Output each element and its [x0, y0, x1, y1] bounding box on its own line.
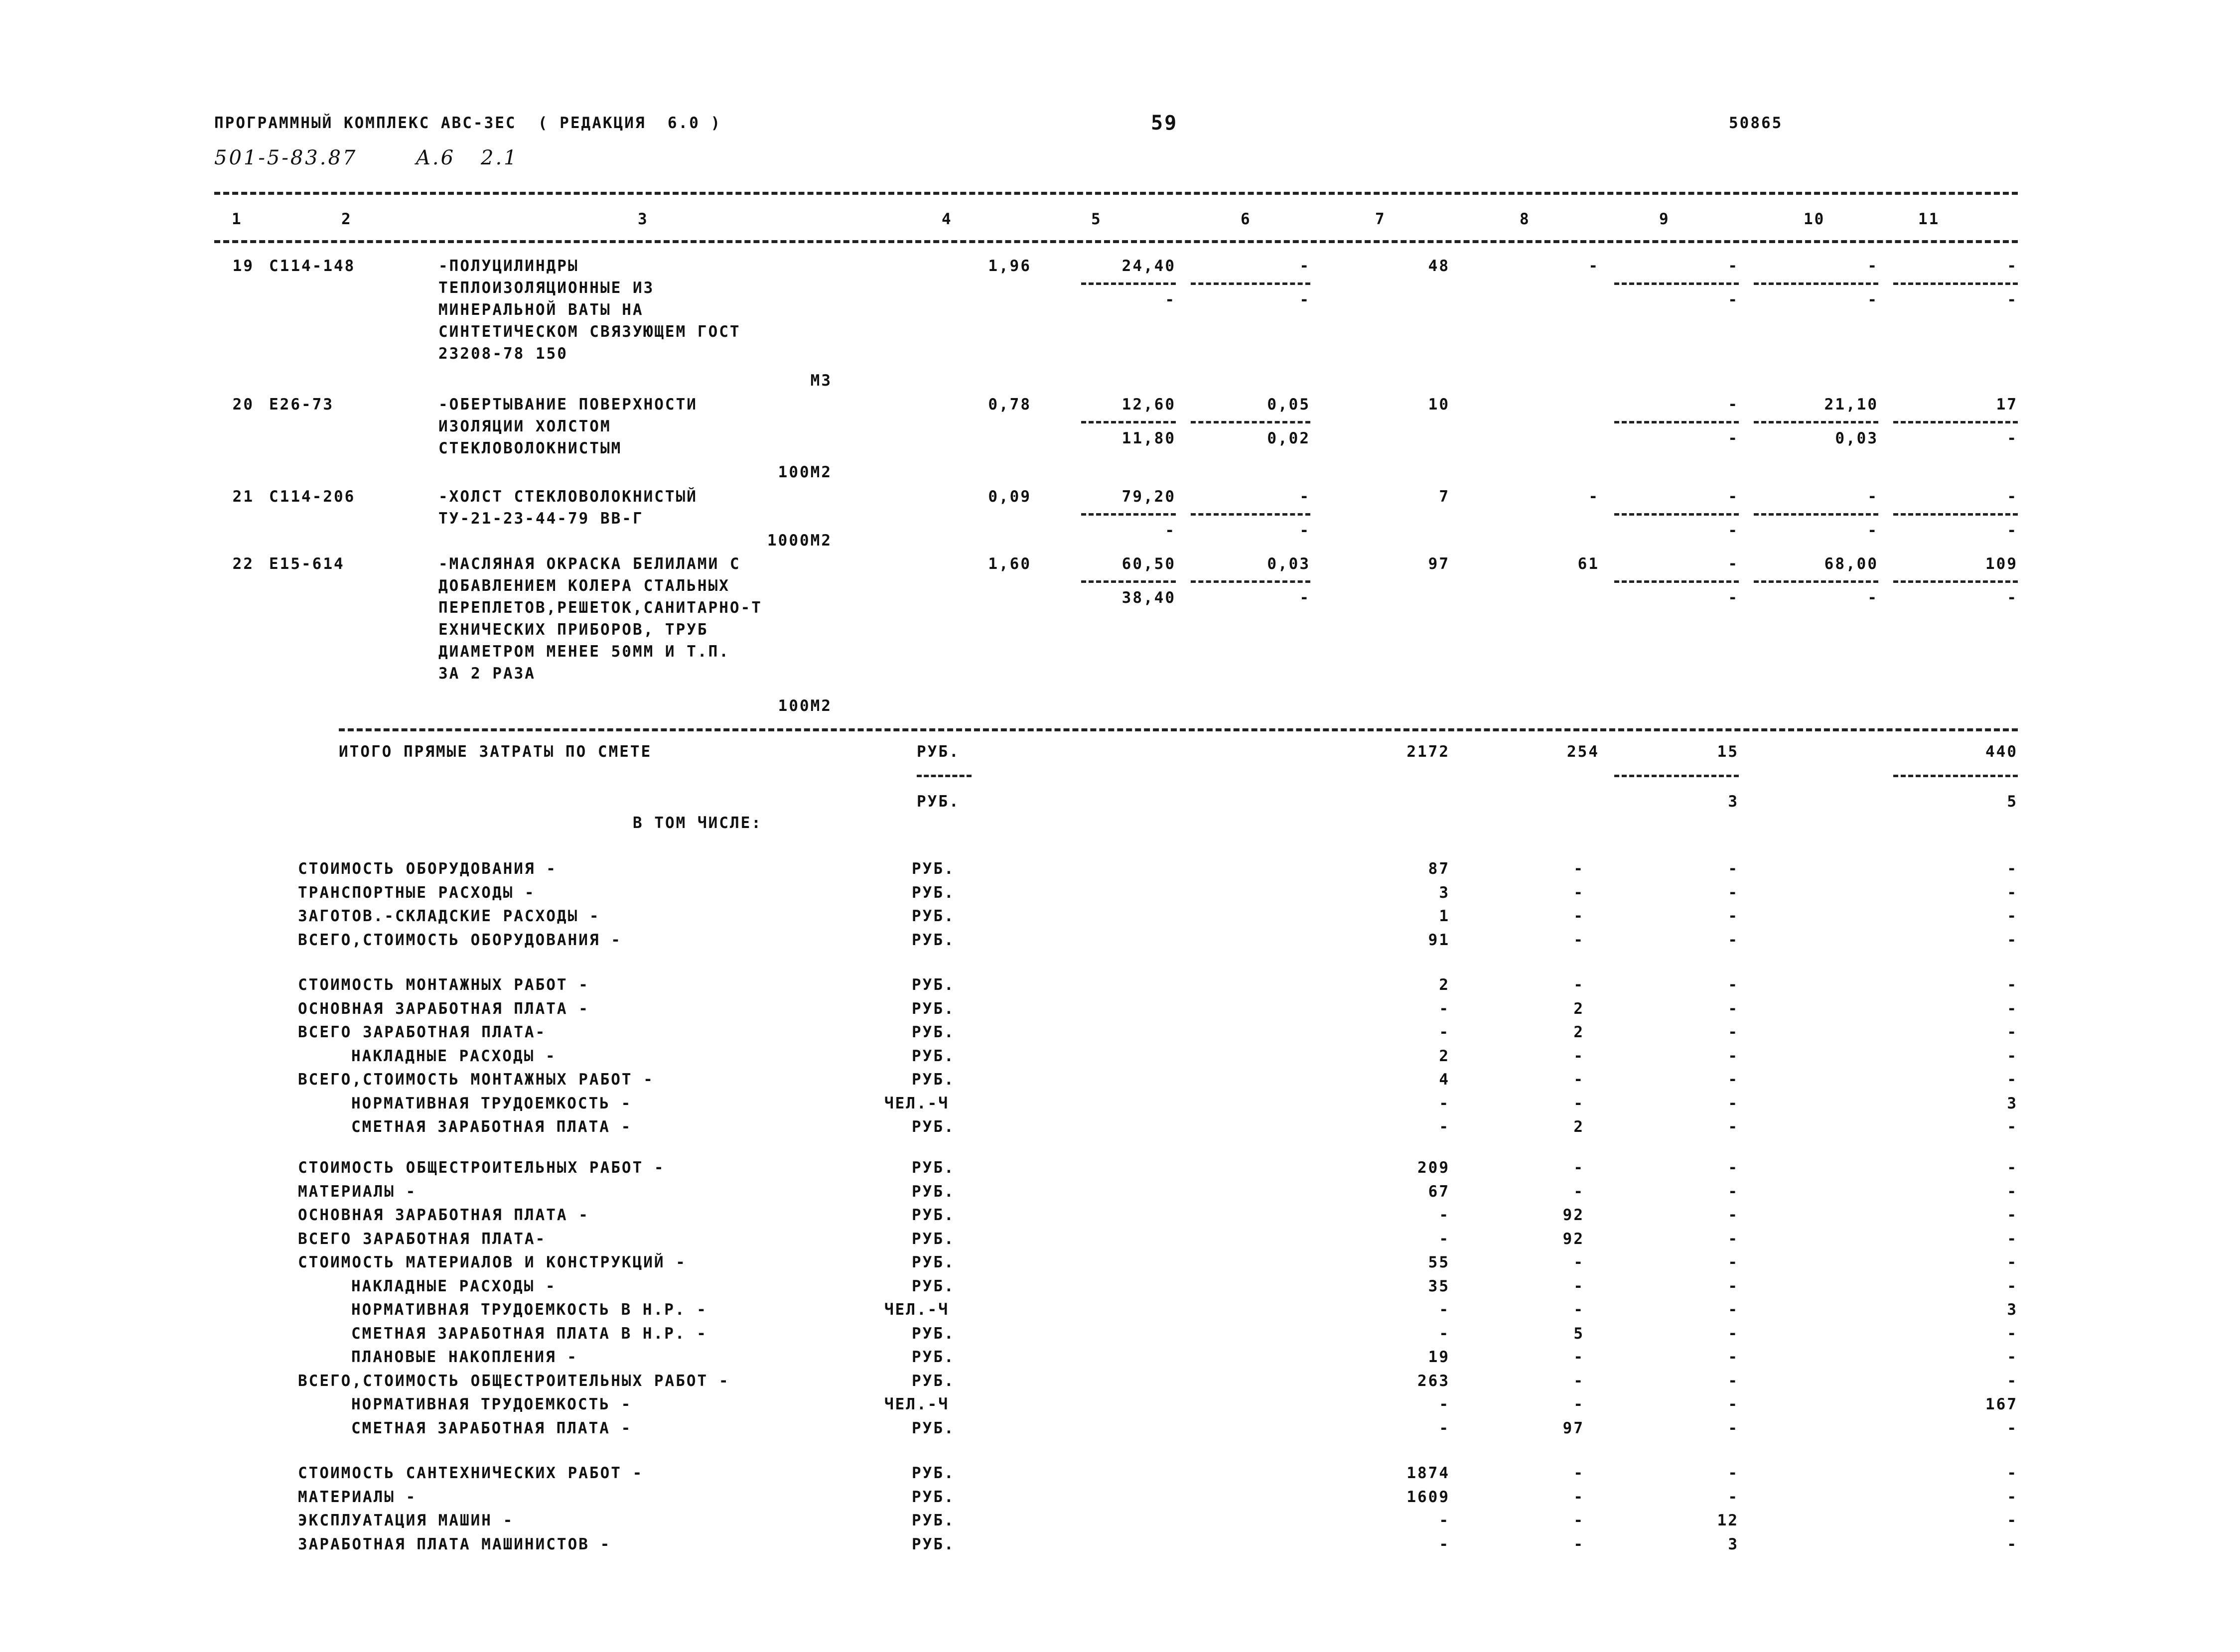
- item-unit-cost: 24,40: [1121, 257, 1176, 275]
- breakdown-unit: РУБ.: [912, 1348, 955, 1366]
- breakdown-label: ЗАРАБОТНАЯ ПЛАТА МАШИНИСТОВ -: [298, 1535, 611, 1553]
- item-col11-rule: [1893, 421, 2018, 423]
- breakdown-col11: -: [2007, 999, 2018, 1018]
- column-header-rule: [214, 240, 2018, 243]
- totals-col9-rule: [1614, 775, 1739, 777]
- breakdown-col11: -: [2007, 860, 2018, 878]
- breakdown-unit: РУБ.: [912, 1464, 955, 1482]
- breakdown-label: МАТЕРИАЛЫ -: [298, 1488, 417, 1506]
- item-col9: -: [1728, 488, 1739, 506]
- breakdown-col8: -: [1573, 1512, 1584, 1529]
- column-number: 10: [1804, 210, 1825, 228]
- breakdown-col8: 2: [1573, 1118, 1584, 1136]
- breakdown-label: ВСЕГО,СТОИМОСТЬ МОНТАЖНЫХ РАБОТ -: [298, 1071, 654, 1089]
- item-col9-rule: [1614, 513, 1739, 516]
- breakdown-label: ВСЕГО ЗАРАБОТНАЯ ПЛАТА-: [298, 1023, 547, 1041]
- breakdown-label: НАКЛАДНЫЕ РАСХОДЫ -: [351, 1277, 557, 1295]
- item-quantity: 1,96: [988, 257, 1031, 275]
- breakdown-col7: 55: [1428, 1253, 1450, 1271]
- item-col6: -: [1299, 257, 1310, 275]
- breakdown-unit: РУБ.: [912, 907, 955, 925]
- column-number: 2: [341, 210, 352, 228]
- breakdown-unit: РУБ.: [912, 1047, 955, 1065]
- breakdown-col8: 5: [1573, 1324, 1584, 1343]
- item-col10-second: -: [1867, 589, 1878, 607]
- breakdown-col11: -: [2007, 1159, 2018, 1177]
- breakdown-label: СТОИМОСТЬ МОНТАЖНЫХ РАБОТ -: [298, 976, 589, 994]
- totals-unit: РУБ.: [917, 743, 960, 761]
- item-col8: -: [1588, 257, 1599, 275]
- totals-col8: 254: [1567, 743, 1599, 761]
- breakdown-col9: -: [1728, 1277, 1739, 1295]
- item-col9-rule: [1614, 282, 1739, 285]
- breakdown-col9: -: [1728, 907, 1739, 925]
- breakdown-col7: 67: [1428, 1182, 1450, 1201]
- breakdown-unit: РУБ.: [912, 1253, 955, 1271]
- item-col5-second: 38,40: [1121, 589, 1176, 607]
- item-col10: 21,10: [1824, 396, 1878, 413]
- breakdown-col11: -: [2007, 1071, 2018, 1089]
- item-col11-rule: [1893, 513, 2018, 516]
- item-quantity: 1,60: [988, 555, 1031, 573]
- item-col7: 48: [1428, 257, 1450, 275]
- breakdown-col8: -: [1573, 1372, 1584, 1390]
- item-col8: -: [1588, 488, 1599, 506]
- breakdown-col7: 19: [1428, 1348, 1450, 1366]
- breakdown-col9: -: [1728, 1464, 1739, 1482]
- item-col9: -: [1728, 396, 1739, 413]
- breakdown-col7: 2: [1439, 976, 1450, 994]
- breakdown-unit: РУБ.: [912, 1206, 955, 1224]
- handwritten-album: A.6: [416, 146, 456, 169]
- item-unit-cost: 79,20: [1121, 488, 1176, 506]
- breakdown-col9: -: [1728, 860, 1739, 878]
- breakdown-label: СТОИМОСТЬ ОБЩЕСТРОИТЕЛЬНЫХ РАБОТ -: [298, 1159, 665, 1177]
- item-col10-rule: [1754, 513, 1878, 516]
- item-col6-rule: [1191, 282, 1310, 285]
- breakdown-col11: -: [2007, 1372, 2018, 1390]
- breakdown-unit: РУБ.: [912, 1512, 955, 1529]
- item-col10-second: 0,03: [1835, 429, 1878, 447]
- breakdown-col8: -: [1573, 1301, 1584, 1319]
- totals-col7: 2172: [1406, 743, 1450, 761]
- breakdown-col9: -: [1728, 1253, 1739, 1271]
- breakdown-col8: -: [1573, 1253, 1584, 1271]
- item-col11-second: -: [2007, 589, 2018, 607]
- totals-col11-rule: [1893, 775, 2018, 777]
- item-col11-second: -: [2007, 291, 2018, 309]
- item-description-line: ТЕПЛОИЗОЛЯЦИОННЫЕ ИЗ: [438, 279, 655, 297]
- item-unit: 1000М2: [767, 532, 832, 550]
- column-number: 3: [638, 210, 649, 228]
- breakdown-col7: 1609: [1406, 1488, 1450, 1506]
- item-col10: -: [1867, 257, 1878, 275]
- breakdown-col11: -: [2007, 976, 2018, 994]
- item-col10-second: -: [1867, 522, 1878, 540]
- item-unit-cost: 12,60: [1121, 396, 1176, 413]
- breakdown-unit: РУБ.: [912, 860, 955, 878]
- breakdown-col8: -: [1573, 860, 1584, 878]
- breakdown-col9: -: [1728, 1372, 1739, 1390]
- item-unit-cost: 60,50: [1121, 555, 1176, 573]
- item-col11: 17: [1996, 396, 2018, 413]
- item-col6: -: [1299, 488, 1310, 506]
- item-col7: 97: [1428, 555, 1450, 573]
- breakdown-unit: РУБ.: [912, 883, 955, 902]
- item-col11: -: [2007, 488, 2018, 506]
- breakdown-label: ОСНОВНАЯ ЗАРАБОТНАЯ ПЛАТА -: [298, 1206, 589, 1224]
- breakdown-col11: -: [2007, 1419, 2018, 1437]
- breakdown-col8: 92: [1562, 1230, 1584, 1248]
- table-top-rule: [214, 192, 2018, 195]
- breakdown-label: ПЛАНОВЫЕ НАКОПЛЕНИЯ -: [351, 1348, 578, 1366]
- breakdown-col11: -: [2007, 1512, 2018, 1529]
- item-quantity: 0,78: [988, 396, 1031, 413]
- breakdown-unit: РУБ.: [912, 1023, 955, 1041]
- breakdown-col11: 3: [2007, 1301, 2018, 1319]
- breakdown-col9: 12: [1717, 1512, 1739, 1529]
- breakdown-col9: -: [1728, 1206, 1739, 1224]
- breakdown-col7: -: [1439, 1118, 1450, 1136]
- breakdown-unit: РУБ.: [912, 1324, 955, 1343]
- item-description-line: СТЕКЛОВОЛОКНИСТЫМ: [438, 439, 622, 457]
- item-col11-rule: [1893, 282, 2018, 285]
- breakdown-col8: -: [1573, 976, 1584, 994]
- breakdown-label: НОРМАТИВНАЯ ТРУДОЕМКОСТЬ В Н.Р. -: [351, 1301, 707, 1319]
- breakdown-col11: -: [2007, 1277, 2018, 1295]
- breakdown-col8: -: [1573, 1395, 1584, 1413]
- breakdown-label: СМЕТНАЯ ЗАРАБОТНАЯ ПЛАТА -: [351, 1118, 632, 1136]
- breakdown-unit: РУБ.: [912, 1159, 955, 1177]
- item-col6: 0,03: [1267, 555, 1310, 573]
- item-description-line: МИНЕРАЛЬНОЙ ВАТЫ НА: [438, 301, 644, 319]
- item-col5-rule: [1081, 421, 1176, 423]
- item-col5-second: 11,80: [1121, 429, 1176, 447]
- breakdown-col7: 91: [1428, 931, 1450, 949]
- breakdown-label: ТРАНСПОРТНЫЕ РАСХОДЫ -: [298, 883, 536, 902]
- column-number: 11: [1918, 210, 1940, 228]
- item-unit: М3: [810, 372, 832, 390]
- item-col5-rule: [1081, 282, 1176, 285]
- totals-unit-second: РУБ.: [917, 793, 960, 811]
- item-col9-second: -: [1728, 291, 1739, 309]
- breakdown-col9: -: [1728, 931, 1739, 949]
- breakdown-col11: -: [2007, 1206, 2018, 1224]
- item-col6-second: -: [1299, 589, 1310, 607]
- breakdown-label: ВСЕГО,СТОИМОСТЬ ОБЩЕСТРОИТЕЛЬНЫХ РАБОТ -: [298, 1372, 730, 1390]
- breakdown-label: ЭКСПЛУАТАЦИЯ МАШИН -: [298, 1512, 514, 1529]
- item-number: 20: [232, 396, 254, 413]
- item-code: C114-148: [269, 257, 356, 275]
- totals-col11: 440: [1985, 743, 2018, 761]
- breakdown-unit: ЧЕЛ.-Ч: [884, 1301, 949, 1319]
- breakdown-col9: -: [1728, 1419, 1739, 1437]
- breakdown-unit: РУБ.: [912, 1182, 955, 1201]
- breakdown-col7: 1: [1439, 907, 1450, 925]
- breakdown-col7: 1874: [1406, 1464, 1450, 1482]
- item-col6-second: -: [1299, 522, 1310, 540]
- breakdown-col8: -: [1573, 1348, 1584, 1366]
- breakdown-col9: -: [1728, 1301, 1739, 1319]
- breakdown-unit: РУБ.: [912, 1277, 955, 1295]
- breakdown-unit: РУБ.: [912, 999, 955, 1018]
- item-description-line: -ХОЛСТ СТЕКЛОВОЛОКНИСТЫЙ: [438, 488, 698, 506]
- breakdown-col9: -: [1728, 1230, 1739, 1248]
- breakdown-col9: -: [1728, 1023, 1739, 1041]
- breakdown-col11: -: [2007, 1023, 2018, 1041]
- item-description-line: СИНТЕТИЧЕСКОМ СВЯЗУЮЩЕМ ГОСТ: [438, 323, 741, 341]
- breakdown-col11: 167: [1985, 1395, 2018, 1413]
- item-unit: 100М2: [778, 463, 832, 481]
- breakdown-label: СТОИМОСТЬ САНТЕХНИЧЕСКИХ РАБОТ -: [298, 1464, 644, 1482]
- breakdown-col8: -: [1573, 907, 1584, 925]
- breakdown-col11: -: [2007, 1047, 2018, 1065]
- breakdown-unit: ЧЕЛ.-Ч: [884, 1395, 949, 1413]
- breakdown-label: СМЕТНАЯ ЗАРАБОТНАЯ ПЛАТА -: [351, 1419, 632, 1437]
- page-number: 59: [1151, 112, 1178, 135]
- breakdown-col7: 4: [1439, 1071, 1450, 1089]
- breakdown-col11: -: [2007, 931, 2018, 949]
- item-description-line: ТУ-21-23-44-79 ВВ-Г: [438, 510, 644, 528]
- item-col11: -: [2007, 257, 2018, 275]
- breakdown-col11: 3: [2007, 1094, 2018, 1112]
- handwritten-part: 2.1: [481, 146, 519, 169]
- item-col10: 68,00: [1824, 555, 1878, 573]
- item-col11: 109: [1985, 555, 2018, 573]
- program-title: ПРОГРАММНЫЙ КОМПЛЕКС АВС-ЗЕС ( РЕДАКЦИЯ 6.0 ): [214, 114, 722, 132]
- item-col6-rule: [1191, 421, 1310, 423]
- item-col6-rule: [1191, 580, 1310, 583]
- column-number: 8: [1520, 210, 1531, 228]
- item-col11-second: -: [2007, 522, 2018, 540]
- handwritten-project-ref: 501-5-83.87: [214, 146, 358, 169]
- breakdown-label: СМЕТНАЯ ЗАРАБОТНАЯ ПЛАТА В Н.Р. -: [351, 1324, 707, 1343]
- item-col9-rule: [1614, 421, 1739, 423]
- breakdown-label: ЗАГОТОВ.-СКЛАДСКИЕ РАСХОДЫ -: [298, 907, 600, 925]
- breakdown-unit: РУБ.: [912, 1372, 955, 1390]
- breakdown-col7: 263: [1417, 1372, 1450, 1390]
- item-col9: -: [1728, 257, 1739, 275]
- breakdown-label: МАТЕРИАЛЫ -: [298, 1182, 417, 1201]
- item-code: C114-206: [269, 488, 356, 506]
- breakdown-unit: ЧЕЛ.-Ч: [884, 1094, 949, 1112]
- column-number: 6: [1241, 210, 1252, 228]
- item-col9-second: -: [1728, 589, 1739, 607]
- breakdown-col9: -: [1728, 1071, 1739, 1089]
- totals-col9: 15: [1717, 743, 1739, 761]
- item-description-line: ИЗОЛЯЦИИ ХОЛСТОМ: [438, 417, 611, 435]
- breakdown-col8: -: [1573, 1277, 1584, 1295]
- breakdown-col9: -: [1728, 1094, 1739, 1112]
- breakdown-col8: -: [1573, 1071, 1584, 1089]
- item-col9-rule: [1614, 580, 1739, 583]
- item-description-line: 23208-78 150: [438, 345, 568, 363]
- item-col5-second: -: [1165, 522, 1176, 540]
- item-description-line: ЕХНИЧЕСКИХ ПРИБОРОВ, ТРУБ: [438, 621, 708, 639]
- item-col6-rule: [1191, 513, 1310, 516]
- item-number: 19: [232, 257, 254, 275]
- breakdown-col7: -: [1439, 1395, 1450, 1413]
- item-col10: -: [1867, 488, 1878, 506]
- breakdown-col8: 92: [1562, 1206, 1584, 1224]
- totals-col11-second: 5: [2007, 793, 2018, 811]
- item-unit: 100М2: [778, 697, 832, 715]
- including-label: В ТОМ ЧИСЛЕ:: [633, 814, 762, 832]
- breakdown-col9: 3: [1728, 1535, 1739, 1553]
- breakdown-col11: -: [2007, 907, 2018, 925]
- breakdown-label: СТОИМОСТЬ МАТЕРИАЛОВ И КОНСТРУКЦИЙ -: [298, 1253, 687, 1271]
- breakdown-label: ОСНОВНАЯ ЗАРАБОТНАЯ ПЛАТА -: [298, 999, 589, 1018]
- column-number: 5: [1091, 210, 1102, 228]
- breakdown-col7: -: [1439, 1324, 1450, 1343]
- breakdown-col8: 2: [1573, 1023, 1584, 1041]
- item-code: E15-614: [269, 555, 345, 573]
- column-number: 7: [1375, 210, 1386, 228]
- item-col6-second: 0,02: [1267, 429, 1310, 447]
- item-col8: 61: [1577, 555, 1599, 573]
- breakdown-col8: -: [1573, 1159, 1584, 1177]
- breakdown-col9: -: [1728, 883, 1739, 902]
- item-col5-rule: [1081, 513, 1176, 516]
- item-description-line: ДИАМЕТРОМ МЕНЕЕ 50ММ И Т.П.: [438, 643, 730, 661]
- item-number: 22: [232, 555, 254, 573]
- breakdown-col11: -: [2007, 1464, 2018, 1482]
- breakdown-col11: -: [2007, 1118, 2018, 1136]
- breakdown-col11: -: [2007, 1535, 2018, 1553]
- item-col6-second: -: [1299, 291, 1310, 309]
- item-col5-second: -: [1165, 291, 1176, 309]
- breakdown-label: ВСЕГО,СТОИМОСТЬ ОБОРУДОВАНИЯ -: [298, 931, 622, 949]
- item-col9: -: [1728, 555, 1739, 573]
- breakdown-col9: -: [1728, 999, 1739, 1018]
- breakdown-col7: -: [1439, 999, 1450, 1018]
- breakdown-col7: -: [1439, 1230, 1450, 1248]
- breakdown-col8: -: [1573, 1094, 1584, 1112]
- item-description-line: ДОБАВЛЕНИЕМ КОЛЕРА СТАЛЬНЫХ: [438, 577, 730, 595]
- column-number: 4: [942, 210, 953, 228]
- breakdown-col7: 35: [1428, 1277, 1450, 1295]
- breakdown-col7: -: [1439, 1512, 1450, 1529]
- item-col10-second: -: [1867, 291, 1878, 309]
- breakdown-col8: 2: [1573, 999, 1584, 1018]
- column-number: 9: [1659, 210, 1670, 228]
- breakdown-label: НОРМАТИВНАЯ ТРУДОЕМКОСТЬ -: [351, 1094, 632, 1112]
- breakdown-col9: -: [1728, 1324, 1739, 1343]
- breakdown-col9: -: [1728, 1488, 1739, 1506]
- breakdown-col11: -: [2007, 1230, 2018, 1248]
- breakdown-unit: РУБ.: [912, 1071, 955, 1089]
- breakdown-unit: РУБ.: [912, 931, 955, 949]
- document-number: 50865: [1729, 114, 1783, 132]
- breakdown-unit: РУБ.: [912, 1488, 955, 1506]
- breakdown-unit: РУБ.: [912, 976, 955, 994]
- item-col9-second: -: [1728, 522, 1739, 540]
- breakdown-label: НАКЛАДНЫЕ РАСХОДЫ -: [351, 1047, 557, 1065]
- item-col9-second: -: [1728, 429, 1739, 447]
- breakdown-col9: -: [1728, 1182, 1739, 1201]
- breakdown-col11: -: [2007, 1182, 2018, 1201]
- breakdown-col7: -: [1439, 1023, 1450, 1041]
- breakdown-col7: -: [1439, 1419, 1450, 1437]
- item-quantity: 0,09: [988, 488, 1031, 506]
- breakdown-col9: -: [1728, 1348, 1739, 1366]
- breakdown-col7: -: [1439, 1301, 1450, 1319]
- breakdown-col7: -: [1439, 1535, 1450, 1553]
- column-number: 1: [232, 210, 243, 228]
- breakdown-col9: -: [1728, 1395, 1739, 1413]
- breakdown-col7: -: [1439, 1094, 1450, 1112]
- breakdown-unit: РУБ.: [912, 1419, 955, 1437]
- breakdown-col8: -: [1573, 931, 1584, 949]
- item-description-line: ПЕРЕПЛЕТОВ,РЕШЕТОК,САНИТАРНО-Т: [438, 599, 762, 617]
- breakdown-col8: -: [1573, 883, 1584, 902]
- breakdown-col7: 87: [1428, 860, 1450, 878]
- breakdown-col8: -: [1573, 1488, 1584, 1506]
- breakdown-col7: 2: [1439, 1047, 1450, 1065]
- item-description-line: ЗА 2 РАЗА: [438, 665, 536, 683]
- item-col5-rule: [1081, 580, 1176, 583]
- item-col7: 10: [1428, 396, 1450, 413]
- breakdown-col11: -: [2007, 1253, 2018, 1271]
- breakdown-col9: -: [1728, 1047, 1739, 1065]
- totals-unit-rule: [917, 775, 972, 777]
- breakdown-unit: РУБ.: [912, 1230, 955, 1248]
- item-col6: 0,05: [1267, 396, 1310, 413]
- breakdown-col8: 97: [1562, 1419, 1584, 1437]
- breakdown-col11: -: [2007, 883, 2018, 902]
- item-code: E26-73: [269, 396, 334, 413]
- breakdown-col7: -: [1439, 1206, 1450, 1224]
- breakdown-col9: -: [1728, 976, 1739, 994]
- item-col10-rule: [1754, 421, 1878, 423]
- totals-label: ИТОГО ПРЯМЫЕ ЗАТРАТЫ ПО СМЕТЕ: [339, 743, 652, 761]
- item-col10-rule: [1754, 282, 1878, 285]
- item-col11-second: -: [2007, 429, 2018, 447]
- breakdown-label: СТОИМОСТЬ ОБОРУДОВАНИЯ -: [298, 860, 557, 878]
- breakdown-label: ВСЕГО ЗАРАБОТНАЯ ПЛАТА-: [298, 1230, 547, 1248]
- totals-rule: [339, 728, 2018, 731]
- breakdown-unit: РУБ.: [912, 1118, 955, 1136]
- breakdown-col7: 209: [1417, 1159, 1450, 1177]
- item-number: 21: [232, 488, 254, 506]
- item-col11-rule: [1893, 580, 2018, 583]
- breakdown-col11: -: [2007, 1488, 2018, 1506]
- breakdown-unit: РУБ.: [912, 1535, 955, 1553]
- breakdown-col9: -: [1728, 1159, 1739, 1177]
- breakdown-col11: -: [2007, 1324, 2018, 1343]
- breakdown-col8: -: [1573, 1464, 1584, 1482]
- item-description-line: -МАСЛЯНАЯ ОКРАСКА БЕЛИЛАМИ С: [438, 555, 741, 573]
- item-col10-rule: [1754, 580, 1878, 583]
- breakdown-col8: -: [1573, 1047, 1584, 1065]
- breakdown-col7: 3: [1439, 883, 1450, 902]
- breakdown-label: НОРМАТИВНАЯ ТРУДОЕМКОСТЬ -: [351, 1395, 632, 1413]
- item-description-line: -ОБЕРТЫВАНИЕ ПОВЕРХНОСТИ: [438, 396, 698, 413]
- totals-col9-second: 3: [1728, 793, 1739, 811]
- breakdown-col8: -: [1573, 1182, 1584, 1201]
- item-description-line: -ПОЛУЦИЛИНДРЫ: [438, 257, 579, 275]
- breakdown-col9: -: [1728, 1118, 1739, 1136]
- breakdown-col11: -: [2007, 1348, 2018, 1366]
- item-col7: 7: [1439, 488, 1450, 506]
- breakdown-col8: -: [1573, 1535, 1584, 1553]
